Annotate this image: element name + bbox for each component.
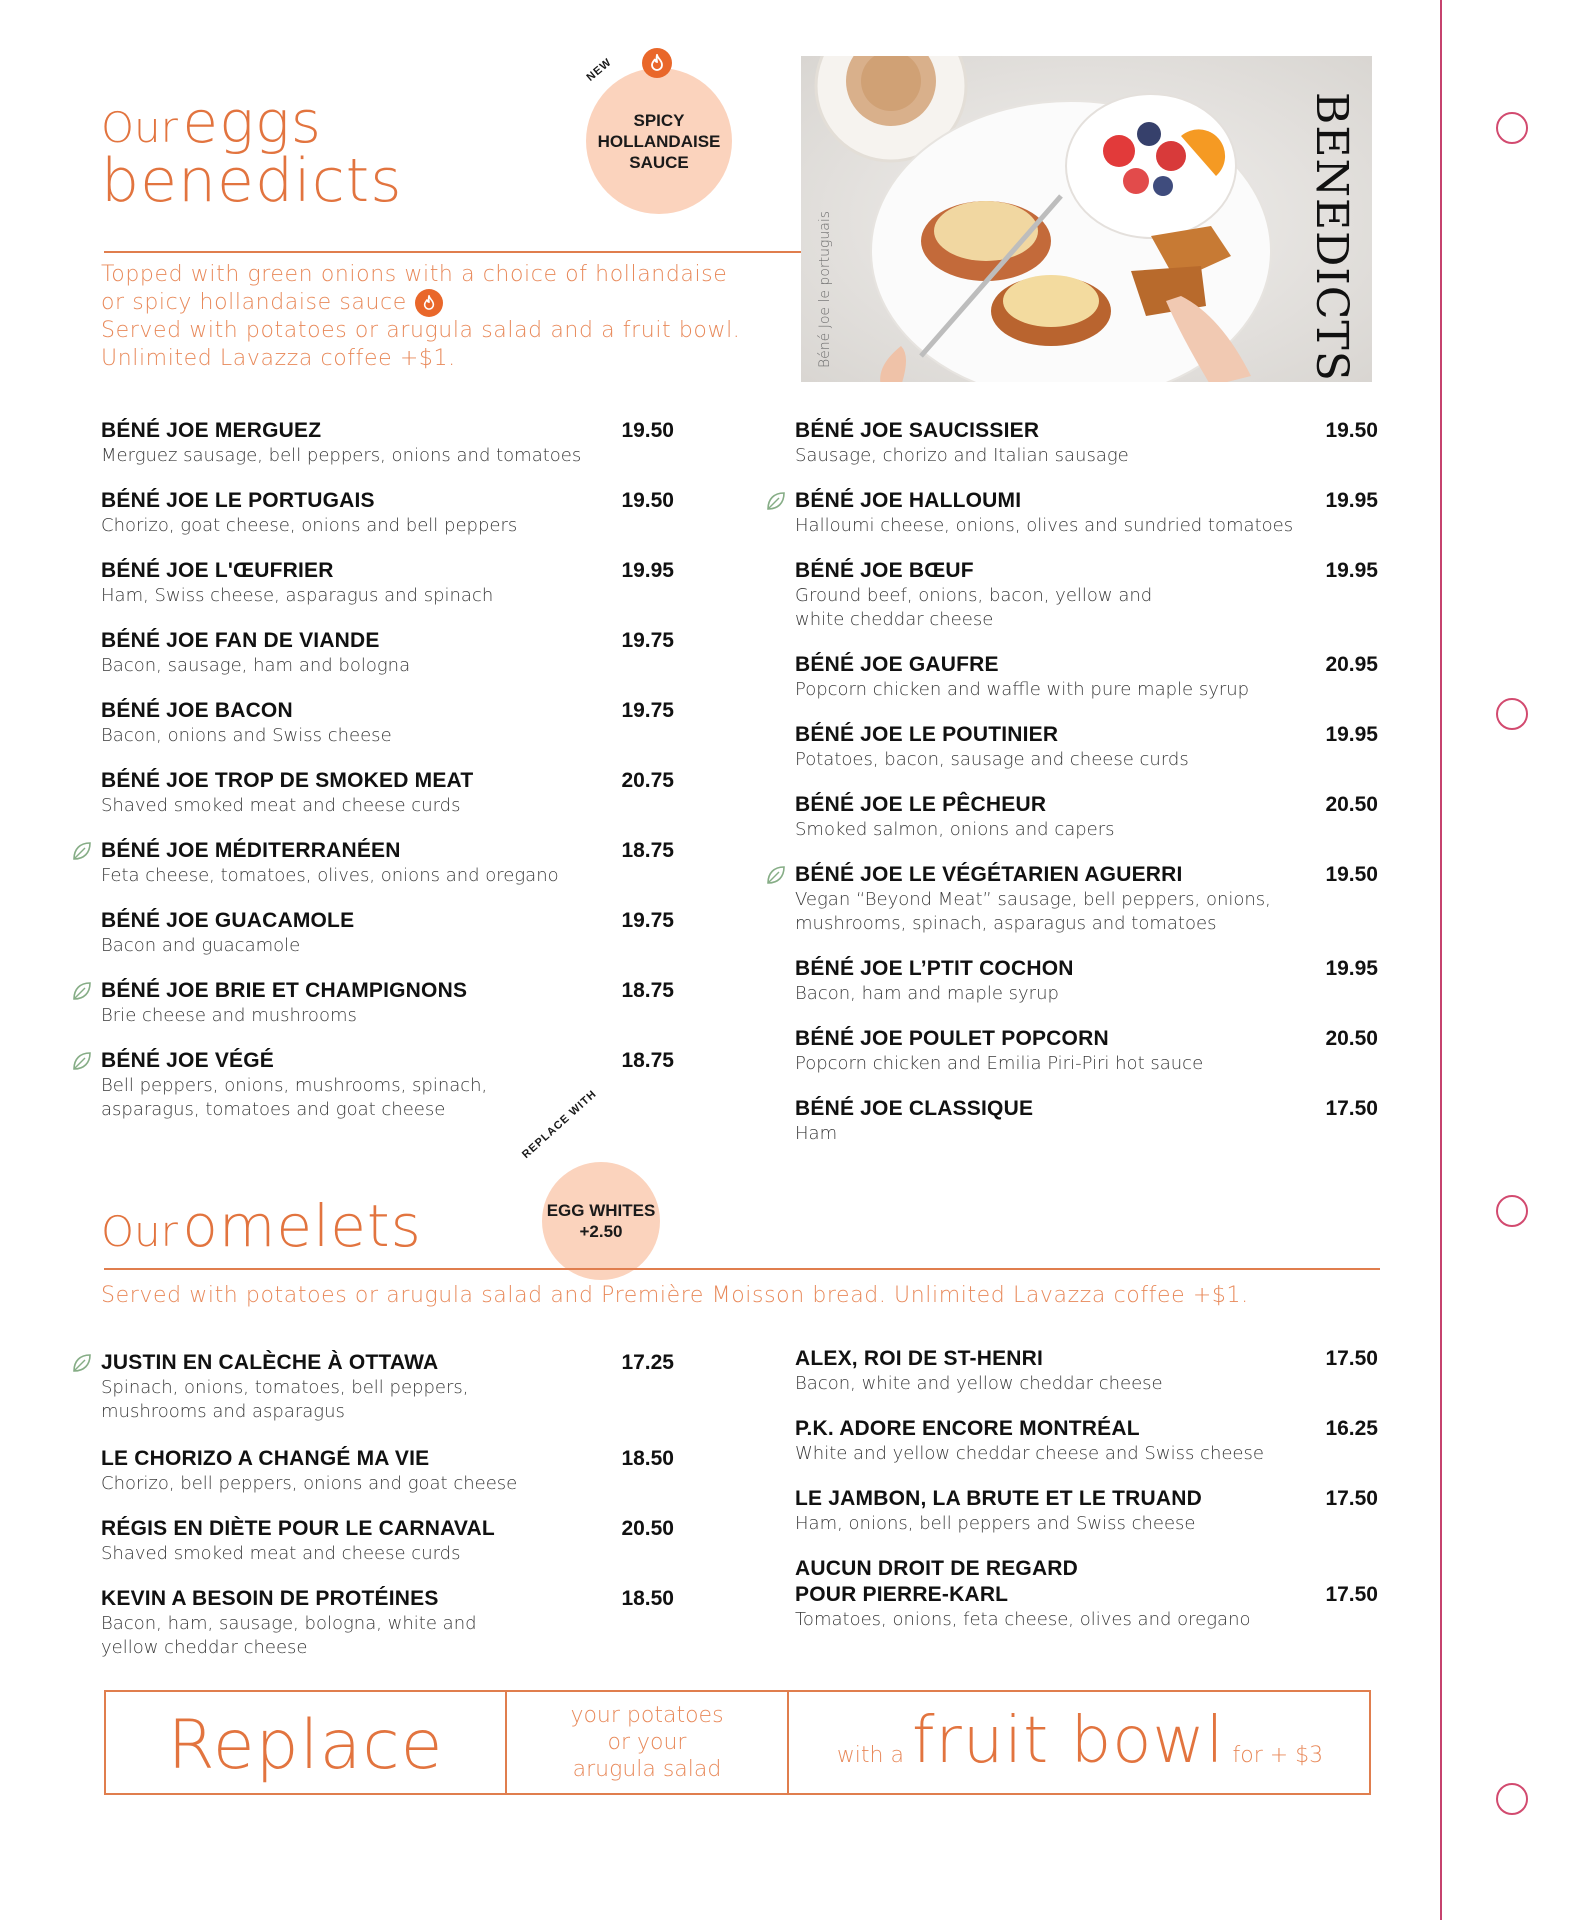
menu-item — [795, 722, 1378, 772]
item-name: BÉNÉ JOE MÉDITERRANÉEN — [101, 839, 401, 862]
heading-benedicts: benedicts — [101, 146, 403, 216]
menu-item — [101, 908, 674, 958]
spicy-hollandaise-badge — [582, 66, 734, 216]
item-name: BÉNÉ JOE MERGUEZ — [101, 419, 322, 442]
fruit-bowl-text: fruit bowl — [911, 1704, 1225, 1778]
benedicts-intro — [101, 261, 801, 373]
replace-middle — [507, 1702, 787, 1783]
heading-our: Our — [101, 1207, 178, 1256]
intro-line: Served with potatoes or arugula salad and a fruit bowl. — [101, 318, 741, 343]
menu-item — [101, 768, 674, 818]
plate-illustration — [801, 56, 1372, 382]
item-name: BÉNÉ JOE LE VÉGÉTARIEN AGUERRI — [795, 863, 1183, 886]
photo-caption: Béné Joe le portuguais — [817, 210, 833, 368]
item-description: Spinach, onions, tomatoes, bell peppers, — [101, 1377, 469, 1398]
item-price: 18.50 — [621, 1587, 674, 1610]
badge-text: SPICY HOLLANDAISE SAUCE — [586, 68, 732, 214]
item-price: 19.95 — [621, 559, 674, 582]
item-price: 17.50 — [1325, 1583, 1378, 1606]
item-description: Bacon, ham and maple syrup — [795, 983, 1059, 1004]
item-name: BÉNÉ JOE TROP DE SMOKED MEAT — [101, 769, 474, 792]
menu-item — [795, 1096, 1378, 1146]
menu-item — [101, 1516, 674, 1566]
replace-mid-line: your potatoes — [570, 1703, 724, 1728]
item-price: 19.95 — [1325, 559, 1378, 582]
item-name: ALEX, ROI DE ST-HENRI — [795, 1347, 1044, 1370]
item-price: 20.50 — [1325, 1027, 1378, 1050]
item-price: 18.50 — [621, 1447, 674, 1470]
binder-hole — [1496, 698, 1528, 730]
item-price: 17.25 — [621, 1351, 674, 1374]
menu-item — [795, 792, 1378, 842]
menu-item — [795, 1346, 1378, 1396]
menu-item — [795, 862, 1378, 936]
item-name: BÉNÉ JOE HALLOUMI — [795, 489, 1022, 512]
item-name: BÉNÉ JOE LE PORTUGAIS — [101, 489, 375, 512]
item-price: 19.95 — [1325, 957, 1378, 980]
new-tag: NEW — [584, 56, 615, 84]
replace-with-tag: REPLACE WITH — [520, 1087, 600, 1161]
item-price: 20.75 — [621, 769, 674, 792]
for-price-text: for + $3 — [1232, 1743, 1324, 1768]
item-description-line2: white cheddar cheese — [795, 609, 994, 630]
item-description: Halloumi cheese, onions, olives and sundried tomatoes — [795, 515, 1294, 536]
vegetarian-leaf-icon — [71, 840, 93, 862]
item-description: White and yellow cheddar cheese and Swiss cheese — [795, 1443, 1264, 1464]
item-price: 20.50 — [1325, 793, 1378, 816]
item-description: Ham, Swiss cheese, asparagus and spinach — [101, 585, 494, 606]
item-description: Shaved smoked meat and cheese curds — [101, 1543, 461, 1564]
item-description: Bacon, onions and Swiss cheese — [101, 725, 392, 746]
item-name: BÉNÉ JOE L'ŒUFRIER — [101, 559, 334, 582]
item-name: BÉNÉ JOE LE POUTINIER — [795, 723, 1059, 746]
item-name: BÉNÉ JOE FAN DE VIANDE — [101, 629, 380, 652]
omelets-heading — [101, 1192, 422, 1260]
item-name: JUSTIN EN CALÈCHE À OTTAWA — [101, 1351, 439, 1374]
egg-whites-badge — [520, 1130, 656, 1270]
item-name: BÉNÉ JOE SAUCISSIER — [795, 419, 1040, 442]
item-name: BÉNÉ JOE VÉGÉ — [101, 1049, 274, 1072]
item-description: Sausage, chorizo and Italian sausage — [795, 445, 1129, 466]
item-description: Chorizo, bell peppers, onions and goat cheese — [101, 1473, 518, 1494]
item-description: Bacon, sausage, ham and bologna — [101, 655, 411, 676]
item-description: Shaved smoked meat and cheese curds — [101, 795, 461, 816]
benedict-photo — [801, 56, 1372, 382]
item-description-line2: asparagus, tomatoes and goat cheese — [101, 1099, 446, 1120]
menu-item — [795, 1556, 1378, 1632]
vegetarian-leaf-icon — [765, 490, 787, 512]
replace-box — [104, 1690, 1371, 1795]
item-price: 17.50 — [1325, 1487, 1378, 1510]
replace-right — [789, 1704, 1371, 1778]
item-name: BÉNÉ JOE GAUFRE — [795, 653, 999, 676]
item-price: 20.50 — [621, 1517, 674, 1540]
item-description: Potatoes, bacon, sausage and cheese curds — [795, 749, 1189, 770]
replace-mid-line: or your — [607, 1730, 687, 1755]
item-price: 16.25 — [1325, 1417, 1378, 1440]
fire-icon — [642, 48, 672, 78]
menu-item — [101, 558, 674, 608]
item-price: 19.50 — [1325, 863, 1378, 886]
menu-item — [101, 978, 674, 1028]
menu-item — [795, 1486, 1378, 1536]
item-name: BÉNÉ JOE BRIE ET CHAMPIGNONS — [101, 979, 468, 1002]
menu-item — [101, 838, 674, 888]
menu-item — [101, 1350, 674, 1424]
item-description-line2: mushrooms and asparagus — [101, 1401, 345, 1422]
item-description-line2: mushrooms, spinach, asparagus and tomatoes — [795, 913, 1217, 934]
item-name: LE CHORIZO A CHANGÉ MA VIE — [101, 1447, 430, 1470]
benedicts-divider — [104, 251, 801, 253]
vegetarian-leaf-icon — [71, 1050, 93, 1072]
item-price: 19.95 — [1325, 723, 1378, 746]
item-name: BÉNÉ JOE L’PTIT COCHON — [795, 957, 1074, 980]
item-description: Bacon and guacamole — [101, 935, 301, 956]
item-name: BÉNÉ JOE POULET POPCORN — [795, 1027, 1109, 1050]
with-a-text: with a — [836, 1743, 904, 1768]
item-description: Ground beef, onions, bacon, yellow and — [795, 585, 1153, 606]
item-name: KEVIN A BESOIN DE PROTÉINES — [101, 1587, 439, 1610]
replace-mid-line: arugula salad — [572, 1757, 722, 1782]
item-price: 17.50 — [1325, 1347, 1378, 1370]
binder-hole — [1496, 1783, 1528, 1815]
item-description: Bacon, ham, sausage, bologna, white and — [101, 1613, 477, 1634]
menu-item — [101, 1048, 674, 1122]
omelets-intro: Served with potatoes or arugula salad and Première Moisson bread. Unlimited Lavazza coffee +$1. — [101, 1283, 1249, 1308]
item-price: 18.75 — [621, 839, 674, 862]
item-price: 19.95 — [1325, 489, 1378, 512]
menu-item — [101, 1446, 674, 1496]
side-title: BENEDICTS — [1306, 92, 1357, 382]
item-description: Tomatoes, onions, feta cheese, olives and oregano — [795, 1609, 1251, 1630]
heading-omelets: omelets — [182, 1192, 422, 1260]
item-price: 20.95 — [1325, 653, 1378, 676]
menu-item — [101, 488, 674, 538]
intro-line-with-icon — [101, 289, 801, 317]
item-description: Merguez sausage, bell peppers, onions and tomatoes — [101, 445, 582, 466]
menu-item — [795, 558, 1378, 632]
item-description: Bell peppers, onions, mushrooms, spinach, — [101, 1075, 488, 1096]
item-description: Bacon, white and yellow cheddar cheese — [795, 1373, 1163, 1394]
item-name: BÉNÉ JOE LE PÊCHEUR — [795, 793, 1047, 816]
badge-text: EGG WHITES +2.50 — [542, 1162, 660, 1280]
item-name: BÉNÉ JOE BŒUF — [795, 559, 974, 582]
menu-item — [795, 418, 1378, 468]
menu-item — [795, 1416, 1378, 1466]
item-description: Ham, onions, bell peppers and Swiss cheese — [795, 1513, 1196, 1534]
heading-our: Our — [101, 103, 178, 152]
item-description: Vegan “Beyond Meat” sausage, bell peppers, onions, — [795, 889, 1271, 910]
item-description: Feta cheese, tomatoes, olives, onions and oregano — [101, 865, 559, 886]
item-price: 17.50 — [1325, 1097, 1378, 1120]
item-description: Brie cheese and mushrooms — [101, 1005, 357, 1026]
vegetarian-leaf-icon — [71, 980, 93, 1002]
vegetarian-leaf-icon — [71, 1352, 93, 1374]
item-name: AUCUN DROIT DE REGARD — [795, 1557, 1079, 1580]
item-price: 19.75 — [621, 629, 674, 652]
item-description: Ham — [795, 1123, 838, 1144]
item-name: RÉGIS EN DIÈTE POUR LE CARNAVAL — [101, 1517, 495, 1540]
binder-hole — [1496, 112, 1528, 144]
item-name-line2: POUR PIERRE-KARL — [795, 1583, 1009, 1606]
menu-item — [101, 698, 674, 748]
item-description-line2: yellow cheddar cheese — [101, 1637, 308, 1658]
item-name: BÉNÉ JOE BACON — [101, 699, 293, 722]
menu-item — [101, 628, 674, 678]
replace-title: Replace — [167, 1706, 444, 1785]
item-name: BÉNÉ JOE GUACAMOLE — [101, 909, 355, 932]
menu-item — [795, 1026, 1378, 1076]
menu-item — [101, 1586, 674, 1660]
item-price: 19.50 — [1325, 419, 1378, 442]
menu-item — [101, 418, 674, 468]
intro-line: Topped with green onions with a choice of hollandaise — [101, 262, 728, 287]
item-name: BÉNÉ JOE CLASSIQUE — [795, 1097, 1034, 1120]
item-price: 18.75 — [621, 1049, 674, 1072]
item-price: 19.50 — [621, 419, 674, 442]
menu-item — [795, 956, 1378, 1006]
intro-line: Unlimited Lavazza coffee +$1. — [101, 346, 456, 371]
binder-margin-line — [1440, 0, 1442, 1920]
item-price: 19.50 — [621, 489, 674, 512]
item-price: 19.75 — [621, 909, 674, 932]
item-description: Smoked salmon, onions and capers — [795, 819, 1115, 840]
item-description: Popcorn chicken and Emilia Piri-Piri hot sauce — [795, 1053, 1204, 1074]
item-description: Popcorn chicken and waffle with pure maple syrup — [795, 679, 1250, 700]
item-price: 18.75 — [621, 979, 674, 1002]
item-price: 19.75 — [621, 699, 674, 722]
menu-item — [795, 488, 1378, 538]
omelets-divider — [104, 1268, 1380, 1270]
menu-item — [795, 652, 1378, 702]
heading-eggs: eggs — [182, 88, 322, 156]
fire-icon — [415, 289, 443, 317]
item-name: P.K. ADORE ENCORE MONTRÉAL — [795, 1417, 1140, 1440]
item-description: Chorizo, goat cheese, onions and bell peppers — [101, 515, 518, 536]
intro-line: or spicy hollandaise sauce — [101, 290, 407, 315]
item-name: LE JAMBON, LA BRUTE ET LE TRUAND — [795, 1487, 1202, 1510]
vegetarian-leaf-icon — [765, 864, 787, 886]
binder-hole — [1496, 1195, 1528, 1227]
